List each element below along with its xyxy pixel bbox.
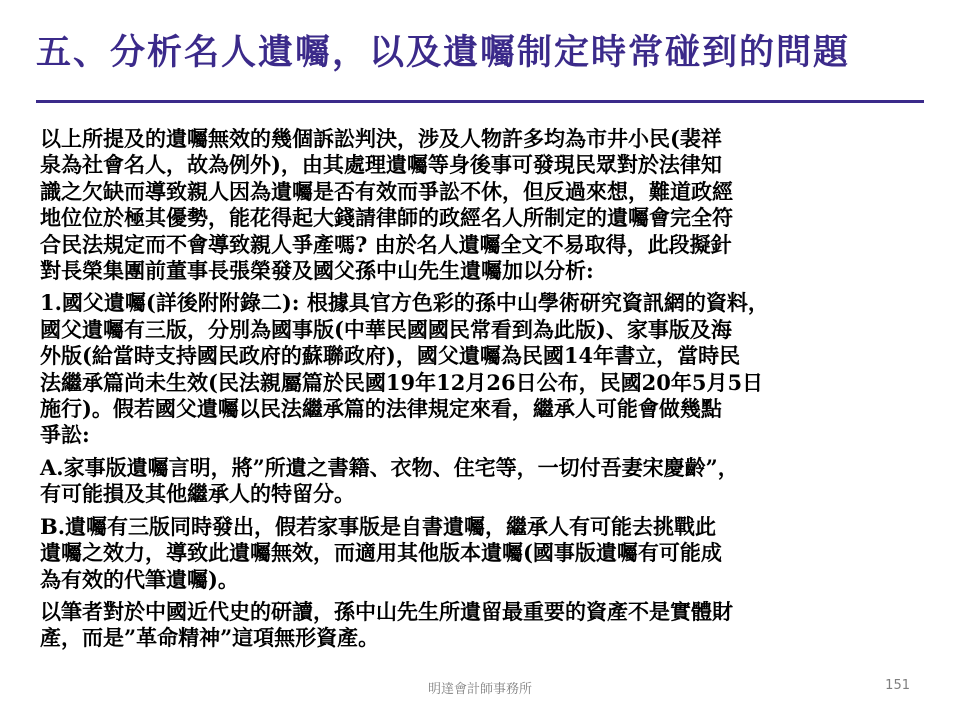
text-line: 國父遺囑有三版，分別為國事版(中華民國國民常看到為此版)、家事版及海	[40, 316, 732, 342]
text-line: A.家事版遺囑言明，將”所遺之書籍、衣物、住宅等，一切付吾妻宋慶齡”，	[40, 454, 739, 480]
paragraph-intro	[40, 126, 940, 284]
slide-title: 五、分析名人遺囑，以及遺囑制定時常碰到的問題	[36, 32, 851, 73]
text-line: 地位位於極其優勢，能花得起大錢請律師的政經名人所制定的遺囑會完全符	[40, 205, 733, 231]
text-line: 遺囑之效力，導致此遺囑無效，而適用其他版本遺囑(國事版遺囑有可能成	[40, 540, 722, 566]
paragraph-point-b	[40, 514, 940, 593]
text-line: B.遺囑有三版同時發出，假若家事版是自書遺囑，繼承人有可能去挑戰此	[40, 513, 717, 539]
text-line: 以筆者對於中國近代史的研讀，孫中山先生所遺留最重要的資產不是實體財	[40, 598, 733, 624]
text-line: 法繼承篇尚未生效(民法親屬篇於民國19年12月26日公布，民國20年5月5日	[40, 369, 764, 395]
text-line: 以上所提及的遺囑無效的幾個訴訟判決，涉及人物許多均為市井小民(裴祥	[40, 126, 722, 151]
footer-organization: 明達會計師事務所	[427, 682, 532, 697]
text-line: 爭訟:	[40, 422, 90, 448]
text-line: 有可能損及其他繼承人的特留分。	[40, 481, 355, 507]
text-line: 泉為社會名人，故為例外)，由其處理遺囑等身後事可發現民眾對於法律知	[40, 152, 722, 178]
text-line: 為有效的代筆遺囑)。	[40, 566, 239, 592]
page-number: 151	[885, 678, 910, 693]
text-line: 合民法規定而不會導致親人爭產嗎? 由於名人遺囑全文不易取得，此段擬針	[40, 231, 732, 257]
text-line: 識之欠缺而導致親人因為遺囑是否有效而爭訟不休，但反過來想，難道政經	[40, 178, 733, 204]
slide-body	[40, 126, 940, 658]
paragraph-item-1	[40, 290, 940, 448]
paragraph-point-a	[40, 455, 940, 508]
paragraph-conclusion	[40, 599, 940, 652]
text-line: 對長榮集團前董事長張榮發及國父孫中山先生遺囑加以分析:	[40, 258, 594, 284]
text-line: 1.國父遺囑(詳後附附錄二): 根據具官方色彩的孫中山學術研究資訊網的資料，	[40, 290, 769, 316]
text-line: 施行)。假若國父遺囑以民法繼承篇的法律規定來看，繼承人可能會做幾點	[40, 396, 722, 422]
text-line: 外版(給當時支持國民政府的蘇聯政府)，國父遺囑為民國14年書立，當時民	[40, 343, 741, 369]
title-underline	[36, 100, 924, 103]
text-line: 產，而是”革命精神”這項無形資產。	[40, 625, 380, 651]
